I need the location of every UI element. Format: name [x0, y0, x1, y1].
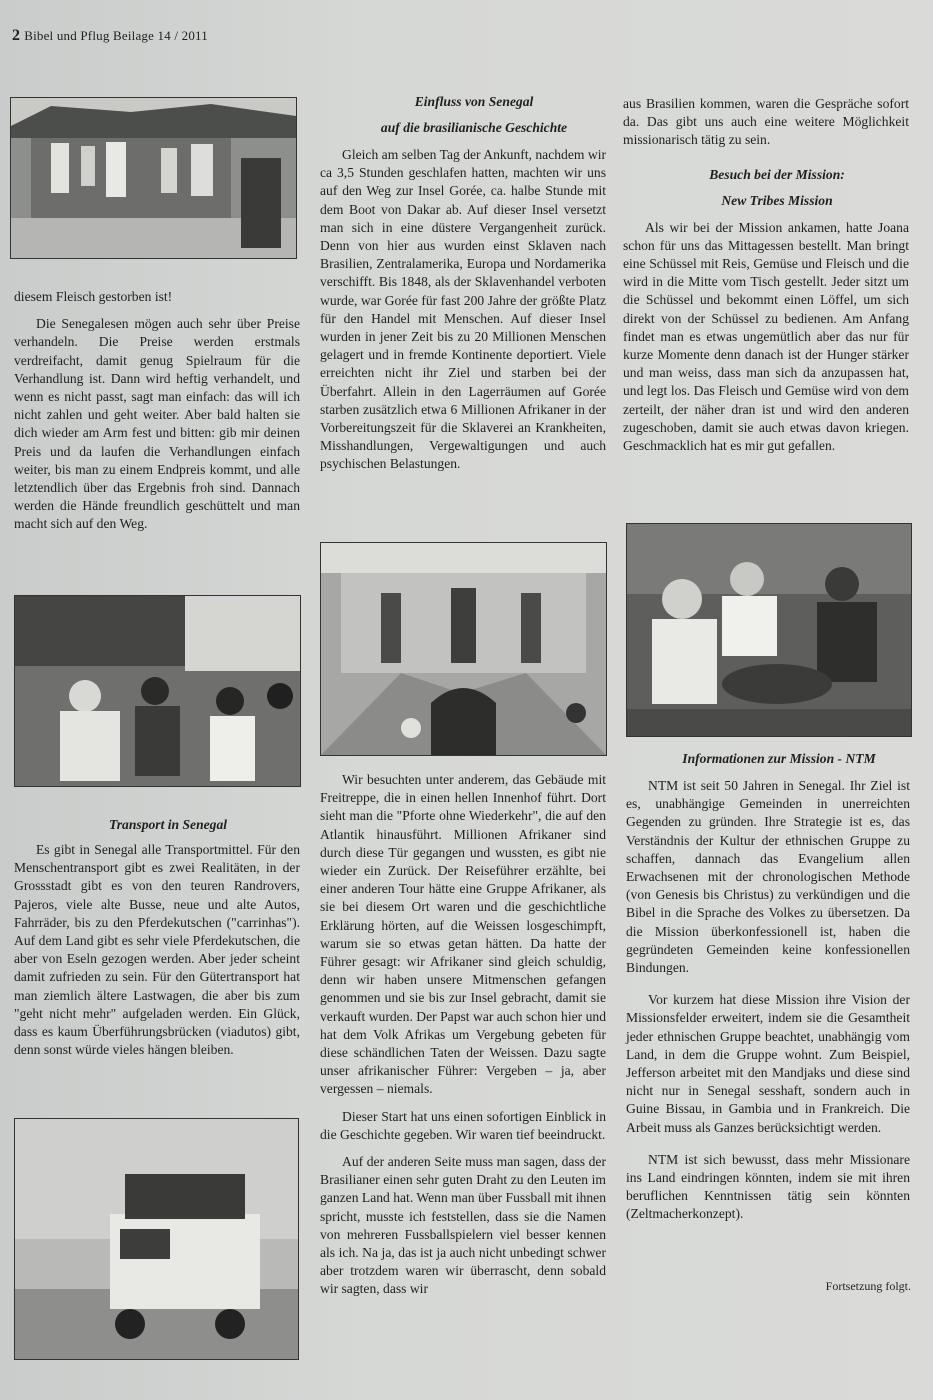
paragraph: diesem Fleisch gestorben ist!: [14, 289, 173, 304]
column-1-text-bottom: [14, 816, 300, 1059]
paragraph: Dieser Start hat uns einen sofortigen Einblick in die Geschichte gegeben. Wir waren tief beeindruckt.: [320, 1108, 606, 1142]
paragraph: Gleich am selben Tag der Ankunft, nachdem wir ca 3,5 Stunden geschlafen hatten, machten wir uns auf den Weg zur Insel Gorée, ca. halbe Stunde mit dem Boot von Dakar ab. Auf dieser Insel versetzt man sich in eine düstere Vergangenheit zurück. Denn von hier aus wurden einst Sklaven nach Brasilien, Zentralamerika, Europa und Nordamerika verschifft. Bis 1848, als der Sklavenhandel verboten wurde, war Gorée für fast 200 Jahre der größte Platz für den Handel mit Menschen. Auf dieser Insel wurden in jener Zeit bis zu 20 Millionen Menschen gelagert und in fremde Kontinente deportiert. Viele erreichten nicht ihr Ziel und starben bei der Überfahrt. Allein in den Lagerräumen auf Gorée starben zusätzlich etwa 6 Millionen Afrikaner in der Vorbereitungszeit für die Sklaverei an Krankheiten, Misshandlungen, Vergewaltigungen und auch psychischen Belastungen.: [320, 147, 606, 472]
paragraph: NTM ist seit 50 Jahren in Senegal. Ihr Ziel ist es, unabhängige Gemeinden in unerreichten Gegenden zu gründen. Ihre Strategie ist es, das Verständnis der Kultur der ethnischen Gruppe zu schaffen, dannach das Evangelium allen Erwachsenen mit der chronologischen Methode (von Genesis bis Christus) zu verkündigen und die Bibel in die Sprache des Volkes zu übersetzen. Da die Mission überkonfessionell ist, haben die gegründeten Gemeinden keine konfessionellen Bindungen.: [626, 778, 910, 976]
column-1-text-top: [14, 288, 300, 534]
section-heading-senegal-line2: auf die brasilianische Geschichte: [380, 120, 568, 135]
page-header: [12, 27, 208, 45]
column-2-text-bottom: [320, 771, 606, 1299]
paragraph: aus Brasilien kommen, waren die Gespräche sofort da. Das gibt uns auch eine weitere Möglichkeit missionarisch tätig zu sein.: [623, 96, 909, 148]
paragraph: NTM ist sich bewusst, dass mehr Missionare ins Land eindringen könnten, indem sie mit ihren beruflichen Kenntnissen tätig sein könnten (Zeltmacherkonzept).: [626, 1151, 910, 1222]
paragraph: Als wir bei der Mission ankamen, hatte Joana schon für uns das Mittagessen bestellt. Man bringt eine Schüssel mit Reis, Gemüse und Fleisch und die wird in die Mitte vom Tisch gestellt. Jeder sitzt um die Schüssel und bekommt einen Löffel, um sich direkt von der Schüssel zu bedienen. Am Anfang findet man es etwas ungemütlich aber das nur für kurze Momente denn danach ist der Hunger stärker und man weiss, dass man sich da anzupassen hat, und legt los. Das Fleisch und Gemüse wird von dem zerteilt, der näher dran ist und wird den anderen zugeschoben, damit sie auch etwas davon kriegen. Geschmacklich hat es mir gut gefallen.: [623, 219, 909, 454]
paragraph: Vor kurzem hat diese Mission ihre Vision der Missionsfelder erweitert, indem sie die Gesamtheit jeder ethnischen Gruppe beachtet, unabhängig vom Land, in dem die Gruppe wohnt. Zum Beispiel, Jefferson arbeitet mit den Mandjaks und diese sind nicht nur in Senegal sesshaft, sondern auch in Guine Bissau, in Gambia und in Frankreich. Die Arbeit muss als Ganzes berücksichtigt werden.: [626, 992, 910, 1135]
section-heading-senegal-line1: Einfluss von Senegal: [414, 94, 534, 109]
section-heading-mission-line2: New Tribes Mission: [721, 192, 833, 208]
market-group-photo: [14, 595, 301, 787]
column-3-text-bottom: [626, 750, 910, 1224]
page-number: 2: [12, 27, 21, 44]
column-3-text-top: [623, 95, 909, 455]
goree-house-photo: [320, 542, 607, 756]
paragraph: Es gibt in Senegal alle Transportmittel. Für den Menschentransport gibt es zwei Realitäten, in der Grossstadt gibt es von den teuren Randrovers, Pajeros, viele alte Busse, neue und alte Autos, Fahrräder, bis zu den Pferdekutschen ("carrinhas"). Auf dem Land gibt es sehr viele Pferdekutschen, die aber von Eseln gezogen werden. Aber jeder scheint damit zufrieden zu sein. Für den Gütertransport hat man ziemlich ältere Lastwagen, die aber bis zum "geht nicht mehr" aufgeladen werden. Ein Glück, dass es kaum Überführungsbrücken (viadutos) gibt, denn sonst würde vieles hängen bleiben.: [14, 842, 300, 1058]
mission-lunch-photo: [626, 523, 912, 737]
paragraph: Die Senegalesen mögen auch sehr über Preise verhandeln. Die Preise werden erstmals verdreifacht, damit genug Spielraum für die Verhandlung ist. Dann wird heftig verhandelt, und wenn es nicht passt, sagt man einfach: das will ich nicht zahlen und geht weiter. Aber bald halten sie dich wieder am Arm fest und bitten: gib mir deinen Preis und da laufen die Verhandlungen einfach weiter, bis man zu einem Endpreis kommt, und alle letztendlich über das Ergebnis froh sind. Dannach werden die Hände freundlich geschüttelt und man macht sich auf den Weg.: [14, 316, 300, 532]
publication-title: Bibel und Pflug Beilage 14 / 2011: [24, 28, 208, 43]
market-stall-photo: [10, 97, 297, 259]
section-heading-ntm: Informationen zur Mission - NTM: [682, 751, 876, 766]
continuation-note: Fortsetzung folgt.: [825, 1279, 911, 1293]
column-2-text-top: [320, 93, 606, 474]
section-heading-mission-line1: Besuch bei der Mission:: [709, 166, 845, 182]
paragraph: Wir besuchten unter anderem, das Gebäude mit Freitreppe, die in einen hellen Innenhof führt. Dort sieht man die "Pforte ohne Wiederkehr", die auf den Atlantik hinausführt. Millionen Afrikaner sind durch diese Tür gegangen und wussten, es gibt nie wieder ein Zurück. Der Reiseführer erzählte, bei einer anderen Tour hätte eine Gruppe Afrikaner, als sie bei diesem Ort waren und die geschichtliche Erklärung hörten, auf die Weissen losgeschimpft, warum sie so etwas getan hätten. Da hatte der Führer gesagt: wir Afrikaner sind gleich schuldig, denn wir haben unsere Mitmenschen gefangen genommen und sie bis zur Insel gebracht, damit sie verkauft wurden. Der Papst war auch schon hier und hat dem Volk Afrikas um Vergebung gebeten für diese schändlichen Taten der Weissen. Dazu sagte unser afrikanischer Führer: Vergeben – ja, aber vergessen – niemals.: [320, 772, 606, 1097]
paragraph: Auf der anderen Seite muss man sagen, dass der Brasilianer einen sehr guten Draht zu den Leuten im ganzen Land hat. Wenn man über Fussball mit ihnen spricht, musste ich feststellen, dass sie die Namen von mehreren Fussballspielern viel besser kennen als ich. Na ja, das ist ja auch nicht unbedingt schwer aber trotzdem waren wir überrascht, denn sobald wir sagten, dass wir: [320, 1154, 606, 1297]
overloaded-bus-photo: [14, 1118, 299, 1360]
section-heading-transport: Transport in Senegal: [108, 817, 228, 832]
